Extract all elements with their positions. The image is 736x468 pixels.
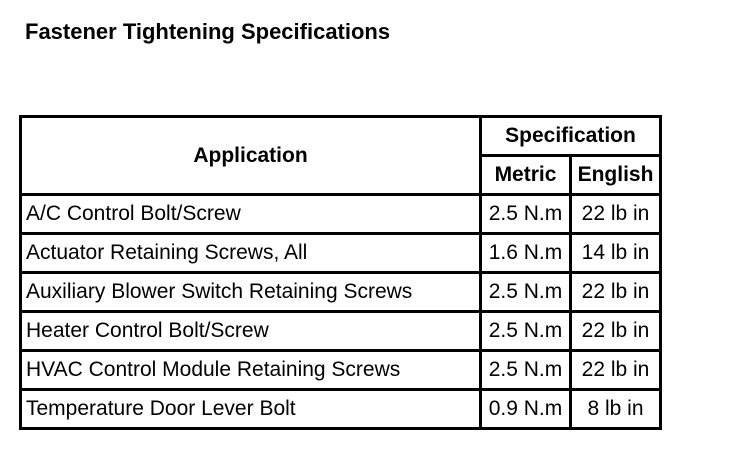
cell-metric: 1.6 N.m <box>481 234 571 273</box>
header-specification: Specification <box>481 117 661 156</box>
cell-application: Temperature Door Lever Bolt <box>21 390 481 429</box>
cell-application: HVAC Control Module Retaining Screws <box>21 351 481 390</box>
cell-english: 8 lb in <box>571 390 661 429</box>
cell-metric: 0.9 N.m <box>481 390 571 429</box>
table-row <box>21 234 661 273</box>
table-row <box>21 390 661 429</box>
cell-metric: 2.5 N.m <box>481 273 571 312</box>
cell-english: 22 lb in <box>571 195 661 234</box>
table-row <box>21 351 661 390</box>
page-title: Fastener Tightening Specifications <box>25 19 391 44</box>
cell-english: 22 lb in <box>571 312 661 351</box>
table-row <box>21 273 661 312</box>
cell-english: 22 lb in <box>571 351 661 390</box>
cell-metric: 2.5 N.m <box>481 351 571 390</box>
cell-english: 14 lb in <box>571 234 661 273</box>
header-english: English <box>571 156 661 195</box>
cell-application: A/C Control Bolt/Screw <box>21 195 481 234</box>
table-row <box>21 195 661 234</box>
header-application: Application <box>21 117 481 195</box>
cell-application: Heater Control Bolt/Screw <box>21 312 481 351</box>
cell-metric: 2.5 N.m <box>481 195 571 234</box>
cell-application: Actuator Retaining Screws, All <box>21 234 481 273</box>
fastener-spec-table <box>19 115 662 430</box>
header-metric: Metric <box>481 156 571 195</box>
cell-english: 22 lb in <box>571 273 661 312</box>
table-row <box>21 312 661 351</box>
cell-metric: 2.5 N.m <box>481 312 571 351</box>
cell-application: Auxiliary Blower Switch Retaining Screws <box>21 273 481 312</box>
